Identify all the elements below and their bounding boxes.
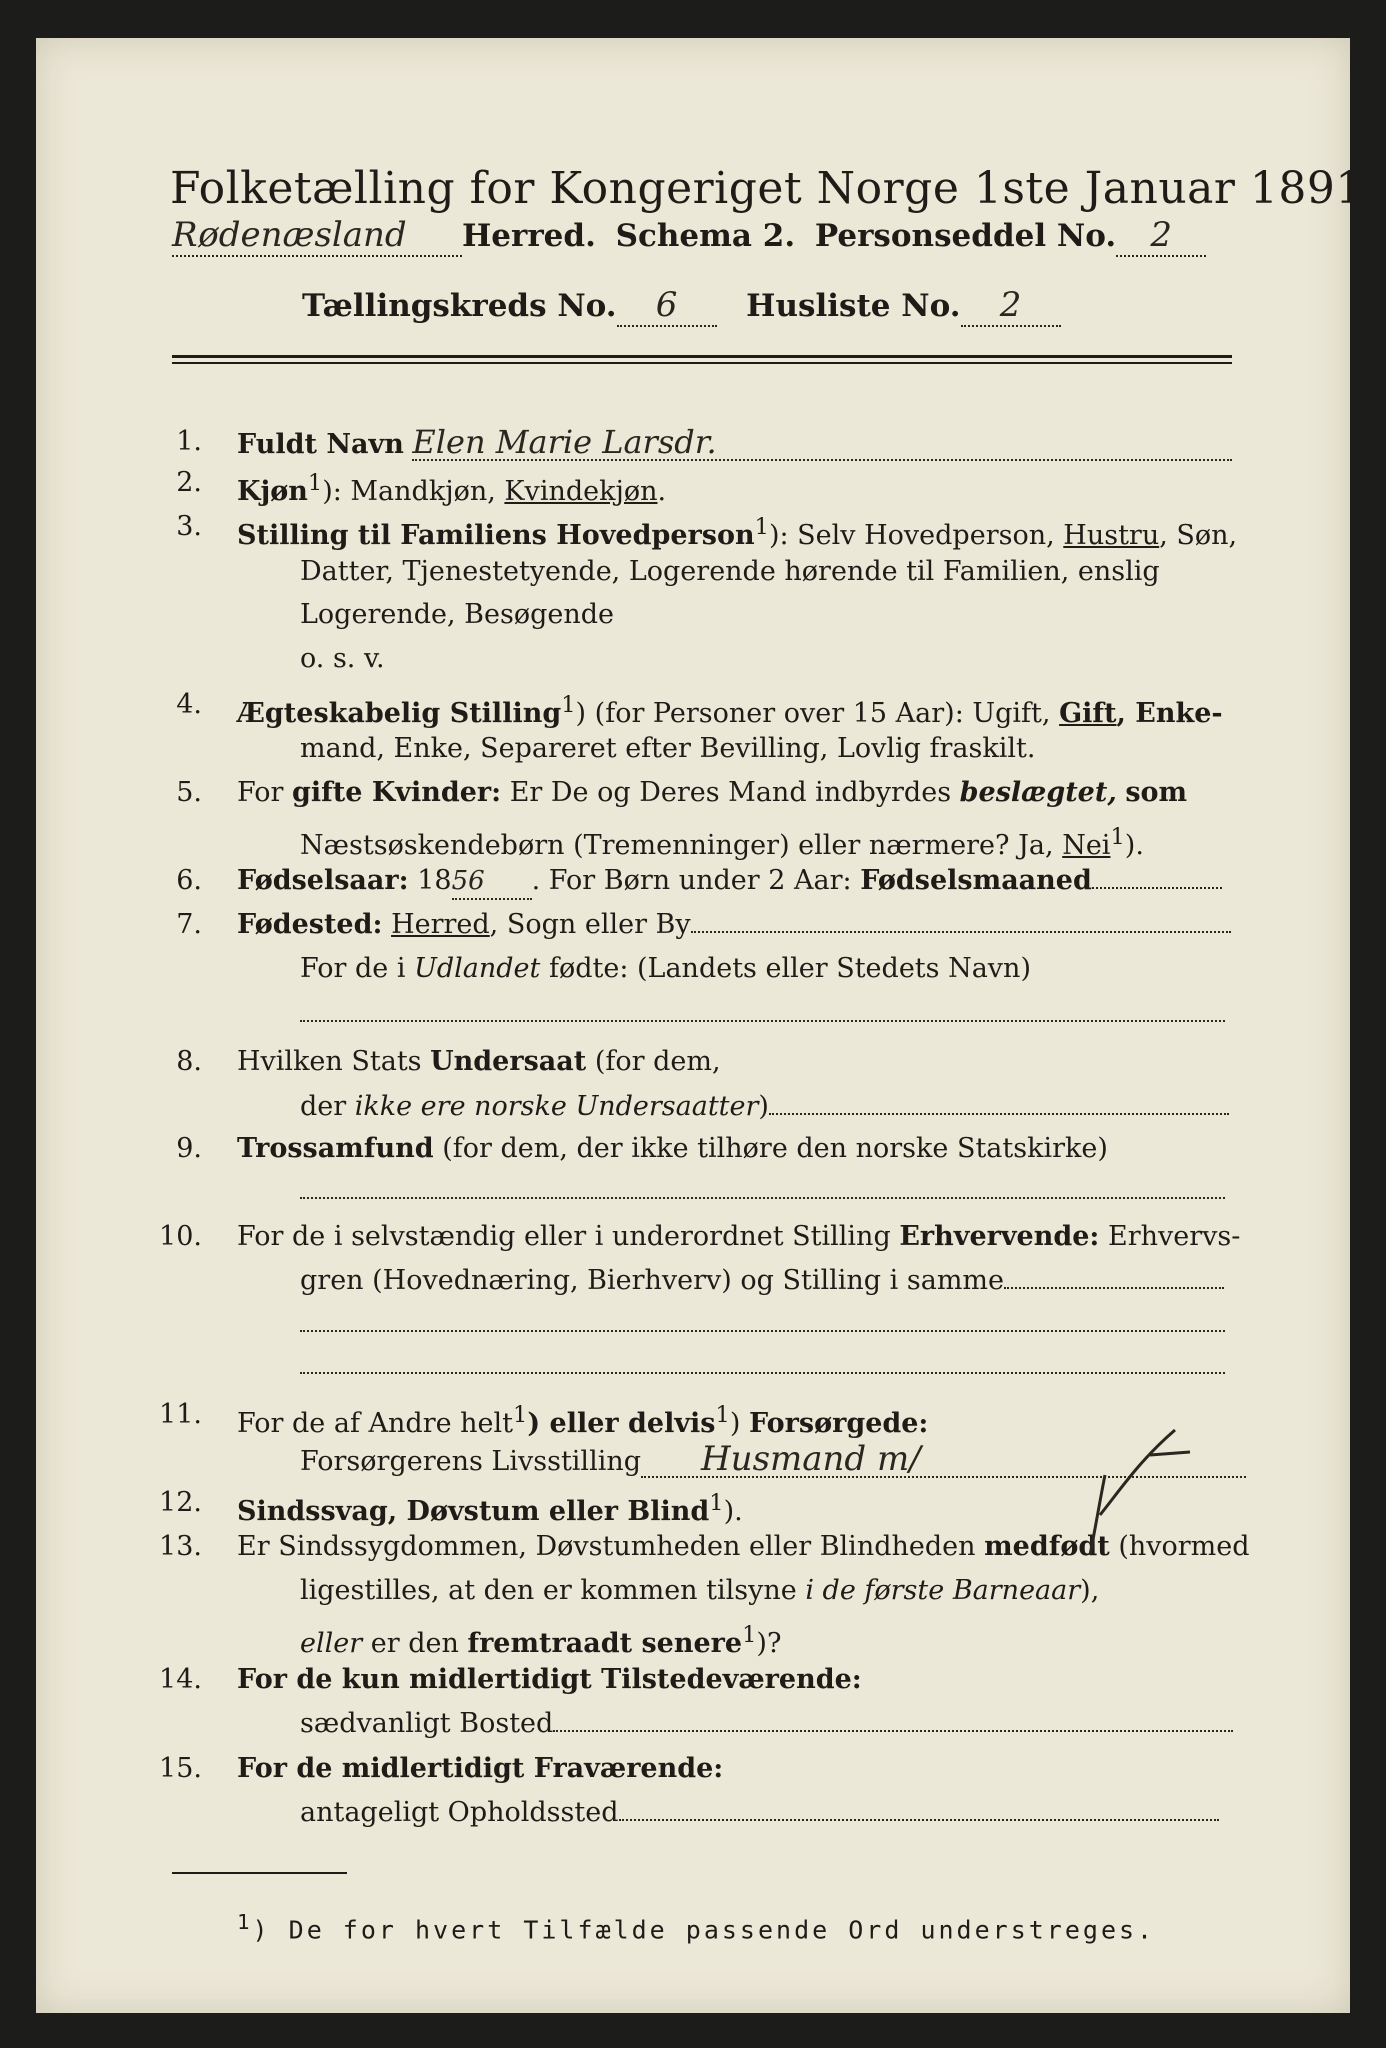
q7-line2-italic: Udlandet <box>414 953 541 984</box>
q2-number: 2. <box>176 467 202 498</box>
q5-line2-c: ). <box>1124 830 1144 861</box>
q2-sup: 1 <box>307 470 323 496</box>
q5-number: 5. <box>176 777 202 808</box>
q13-text-b: (hvormed <box>1118 1531 1250 1562</box>
q8-line2-a: der <box>300 1091 347 1122</box>
q9-label: Trossamfund <box>237 1133 434 1164</box>
q12-label: Sindssvag, Døvstum eller Blind <box>237 1496 710 1527</box>
q6-prefix: 18 <box>417 865 452 896</box>
q11-text-a: For de af Andre helt <box>237 1408 514 1439</box>
q3-line4: o. s. v. <box>300 643 385 674</box>
q13-line3-label: fremtraadt senere <box>467 1628 743 1659</box>
q6-label: Fødselsaar: <box>237 865 409 896</box>
herred-label: Herred. <box>462 218 596 254</box>
q10-row <box>237 1220 1240 1254</box>
q9-number: 9. <box>176 1133 202 1164</box>
q3-line2: Datter, Tjenestetyende, Logerende hørende til Familien, enslig <box>300 556 1160 587</box>
kreds-label: Tællingskreds No. <box>302 288 617 324</box>
q3-row <box>237 510 1237 553</box>
q1-number: 1. <box>176 426 202 457</box>
q1-row <box>237 425 1227 462</box>
q6-label2: Fødselsmaaned <box>860 865 1092 896</box>
q2-row <box>237 466 666 509</box>
q14-number: 14. <box>159 1664 202 1695</box>
q15-line2-text: antageligt Opholdssted <box>300 1797 619 1828</box>
q3-label: Stilling til Familiens Hovedperson <box>237 520 755 551</box>
q10-line2-text: gren (Hovednæring, Bierhverv) og Stilling i samme <box>300 1265 1005 1296</box>
handwritten-stroke-2 <box>1080 1470 1120 1560</box>
q7-label: Fødested: <box>237 909 383 940</box>
q7-line2 <box>300 952 1031 986</box>
q5-selected-option: Nei <box>1062 830 1111 861</box>
q13-line3 <box>300 1618 781 1661</box>
q5-text-italic: beslægtet, <box>959 777 1117 808</box>
form-title: Folketælling for Kongeriget Norge 1ste Januar 1891. <box>170 163 1379 214</box>
q5-text-b: Er De og Deres Mand indbyrdes <box>509 777 952 808</box>
q11-provider-value: Husmand m/ <box>641 1442 1246 1478</box>
q15-line2 <box>300 1796 1219 1830</box>
q4-line2: mand, Enke, Separeret efter Bevilling, Lovlig fraskilt. <box>300 733 1036 764</box>
q11-text-c: ) <box>729 1408 741 1439</box>
q2-text-a: ): Mandkjøn, <box>322 476 496 507</box>
footnote <box>237 1905 1155 1947</box>
q13-line2-a: ligestilles, at den er kommen tilsyne <box>300 1575 797 1606</box>
header-rule-top <box>172 355 1232 358</box>
q10-label: Erhvervende: <box>899 1221 1100 1252</box>
q8-line2-b: ) <box>758 1091 769 1122</box>
q5-line2-a: Næstsøskendebørn (Tremenninger) eller nærmere? Ja, <box>300 830 1054 861</box>
q7-text-a: , Sogn eller By <box>489 909 691 940</box>
q8-field <box>769 1091 1229 1115</box>
q14-field <box>553 1708 1233 1732</box>
q9-row <box>237 1132 1108 1166</box>
q13-line3-sup: 1 <box>742 1622 757 1648</box>
q3-selected-option: Hustru <box>1063 520 1160 551</box>
q13-line3-b: )? <box>756 1628 782 1659</box>
q10-line2 <box>300 1264 1224 1298</box>
q2-selected-option: Kvindekjøn <box>504 476 658 507</box>
q12-text-a: ). <box>723 1496 743 1527</box>
q8-text-a: Hvilken Stats <box>237 1046 422 1077</box>
q10-number: 10. <box>159 1221 202 1252</box>
q13-label: medfødt <box>984 1531 1110 1562</box>
q5-text-a: For <box>237 777 284 808</box>
q10-field-2 <box>300 1330 1225 1332</box>
footnote-rule <box>172 1872 347 1874</box>
q11-sup1: 1 <box>513 1402 528 1428</box>
q13-line3-italic: eller <box>300 1628 363 1659</box>
q10-field-1 <box>1004 1265 1224 1289</box>
footnote-sup: 1 <box>237 1910 253 1934</box>
q4-selected-option: Gift <box>1059 698 1117 729</box>
q5-row <box>237 776 1187 810</box>
personseddel-label: Personseddel No. <box>814 218 1117 254</box>
q7-number: 7. <box>176 909 202 940</box>
q6-row: Fødselsaar: 1856 . For Børn under 2 Aar: Fødselsmaaned <box>237 864 1227 900</box>
q6-month-field <box>1092 865 1222 889</box>
q12-number: 12. <box>159 1487 202 1518</box>
q4-sup: 1 <box>561 692 576 718</box>
kreds-value: 6 <box>617 285 717 327</box>
q15-label: For de midlertidigt Fraværende: <box>237 1753 724 1784</box>
husliste-value: 2 <box>961 285 1061 327</box>
q3-number: 3. <box>176 511 202 542</box>
q7-row <box>237 908 1231 942</box>
q3-sup: 1 <box>754 514 769 540</box>
q9-field <box>300 1197 1225 1199</box>
q13-number: 13. <box>159 1531 202 1562</box>
q15-field <box>619 1797 1219 1821</box>
q14-label: For de kun midlertidigt Tilstedeværende: <box>237 1664 862 1695</box>
q14-line2-text: sædvanligt Bosted <box>300 1708 554 1739</box>
q2-label: Kjøn <box>237 476 308 507</box>
q8-line2 <box>300 1090 1229 1124</box>
q1-label: Fuldt Navn <box>237 429 404 460</box>
q8-number: 8. <box>176 1046 202 1077</box>
q12-sup: 1 <box>709 1490 724 1516</box>
q11-line2-text: Forsørgerens Livsstilling <box>300 1446 642 1477</box>
q11-sup2: 1 <box>715 1402 730 1428</box>
schema-label: Schema 2. <box>615 218 796 254</box>
q4-text-c: , Enke- <box>1116 698 1223 729</box>
q11-row <box>237 1398 928 1441</box>
q7-line2-a: For de i <box>300 953 406 984</box>
q13-line3-a: er den <box>370 1628 459 1659</box>
q1-name-value: Elen Marie Larsdr. <box>412 425 1232 461</box>
q3-text-a: ): Selv Hovedperson, <box>768 520 1055 551</box>
q4-number: 4. <box>176 689 202 720</box>
q10-field-3 <box>300 1372 1225 1374</box>
q14-line2 <box>300 1707 1233 1741</box>
q5-line2 <box>300 820 1144 863</box>
q8-text-b: (for dem, <box>594 1046 721 1077</box>
q11-text-b: ) eller delvis <box>527 1408 716 1439</box>
q5-line2-sup: 1 <box>1110 824 1125 850</box>
q7-birthplace-field <box>691 909 1231 933</box>
personseddel-value: 2 <box>1116 215 1206 257</box>
q13-line2-b: ), <box>1080 1575 1100 1606</box>
q5-label: gifte Kvinder: <box>292 777 502 808</box>
q4-label: Ægteskabelig Stilling <box>237 698 562 729</box>
q15-number: 15. <box>159 1753 202 1784</box>
herred-value: Rødenæsland <box>172 215 462 257</box>
q13-line2 <box>300 1574 1099 1608</box>
q3-line3: Logerende, Besøgende <box>300 599 614 630</box>
q9-text-a: (for dem, der ikke tilhøre den norske Statskirke) <box>442 1133 1108 1164</box>
q10-text-b: Erhvervs- <box>1108 1221 1241 1252</box>
q7-selected-option: Herred <box>391 909 490 940</box>
q13-text-a: Er Sindssygdommen, Døvstumheden eller Blindheden <box>237 1531 976 1562</box>
q12-row <box>237 1486 743 1529</box>
q6-text-a: For Børn under 2 Aar: <box>548 865 852 896</box>
footnote-text: ) De for hvert Tilfælde passende Ord understreges. <box>252 1915 1156 1945</box>
q7-line2-b: fødte: (Landets eller Stedets Navn) <box>548 953 1031 984</box>
q10-text-a: For de i selvstændig eller i underordnet Stilling <box>237 1221 891 1252</box>
q6-number: 6. <box>176 865 202 896</box>
header-row-kreds <box>302 285 1061 327</box>
q4-text-a: ) (for Personer over 15 Aar): Ugift, <box>575 698 1051 729</box>
q7-foreign-field <box>300 1020 1225 1022</box>
header-rule-bottom <box>172 362 1232 364</box>
q11-label: Forsørgede: <box>748 1408 929 1439</box>
q8-row <box>237 1045 721 1079</box>
q8-line2-italic: ikke ere norske Undersaatter <box>354 1091 759 1122</box>
q2-text-c: . <box>657 476 667 507</box>
q6-year-value: 56 <box>452 864 532 900</box>
husliste-label: Husliste No. <box>746 288 961 324</box>
q4-row <box>237 688 1223 731</box>
q5-text-c: som <box>1125 777 1188 808</box>
q11-number: 11. <box>159 1399 202 1430</box>
q3-text-c: , Søn, <box>1159 520 1238 551</box>
header-row-herred <box>172 215 1206 257</box>
q13-line2-italic: i de første Barneaar <box>805 1575 1081 1606</box>
q8-label: Undersaat <box>430 1046 587 1077</box>
